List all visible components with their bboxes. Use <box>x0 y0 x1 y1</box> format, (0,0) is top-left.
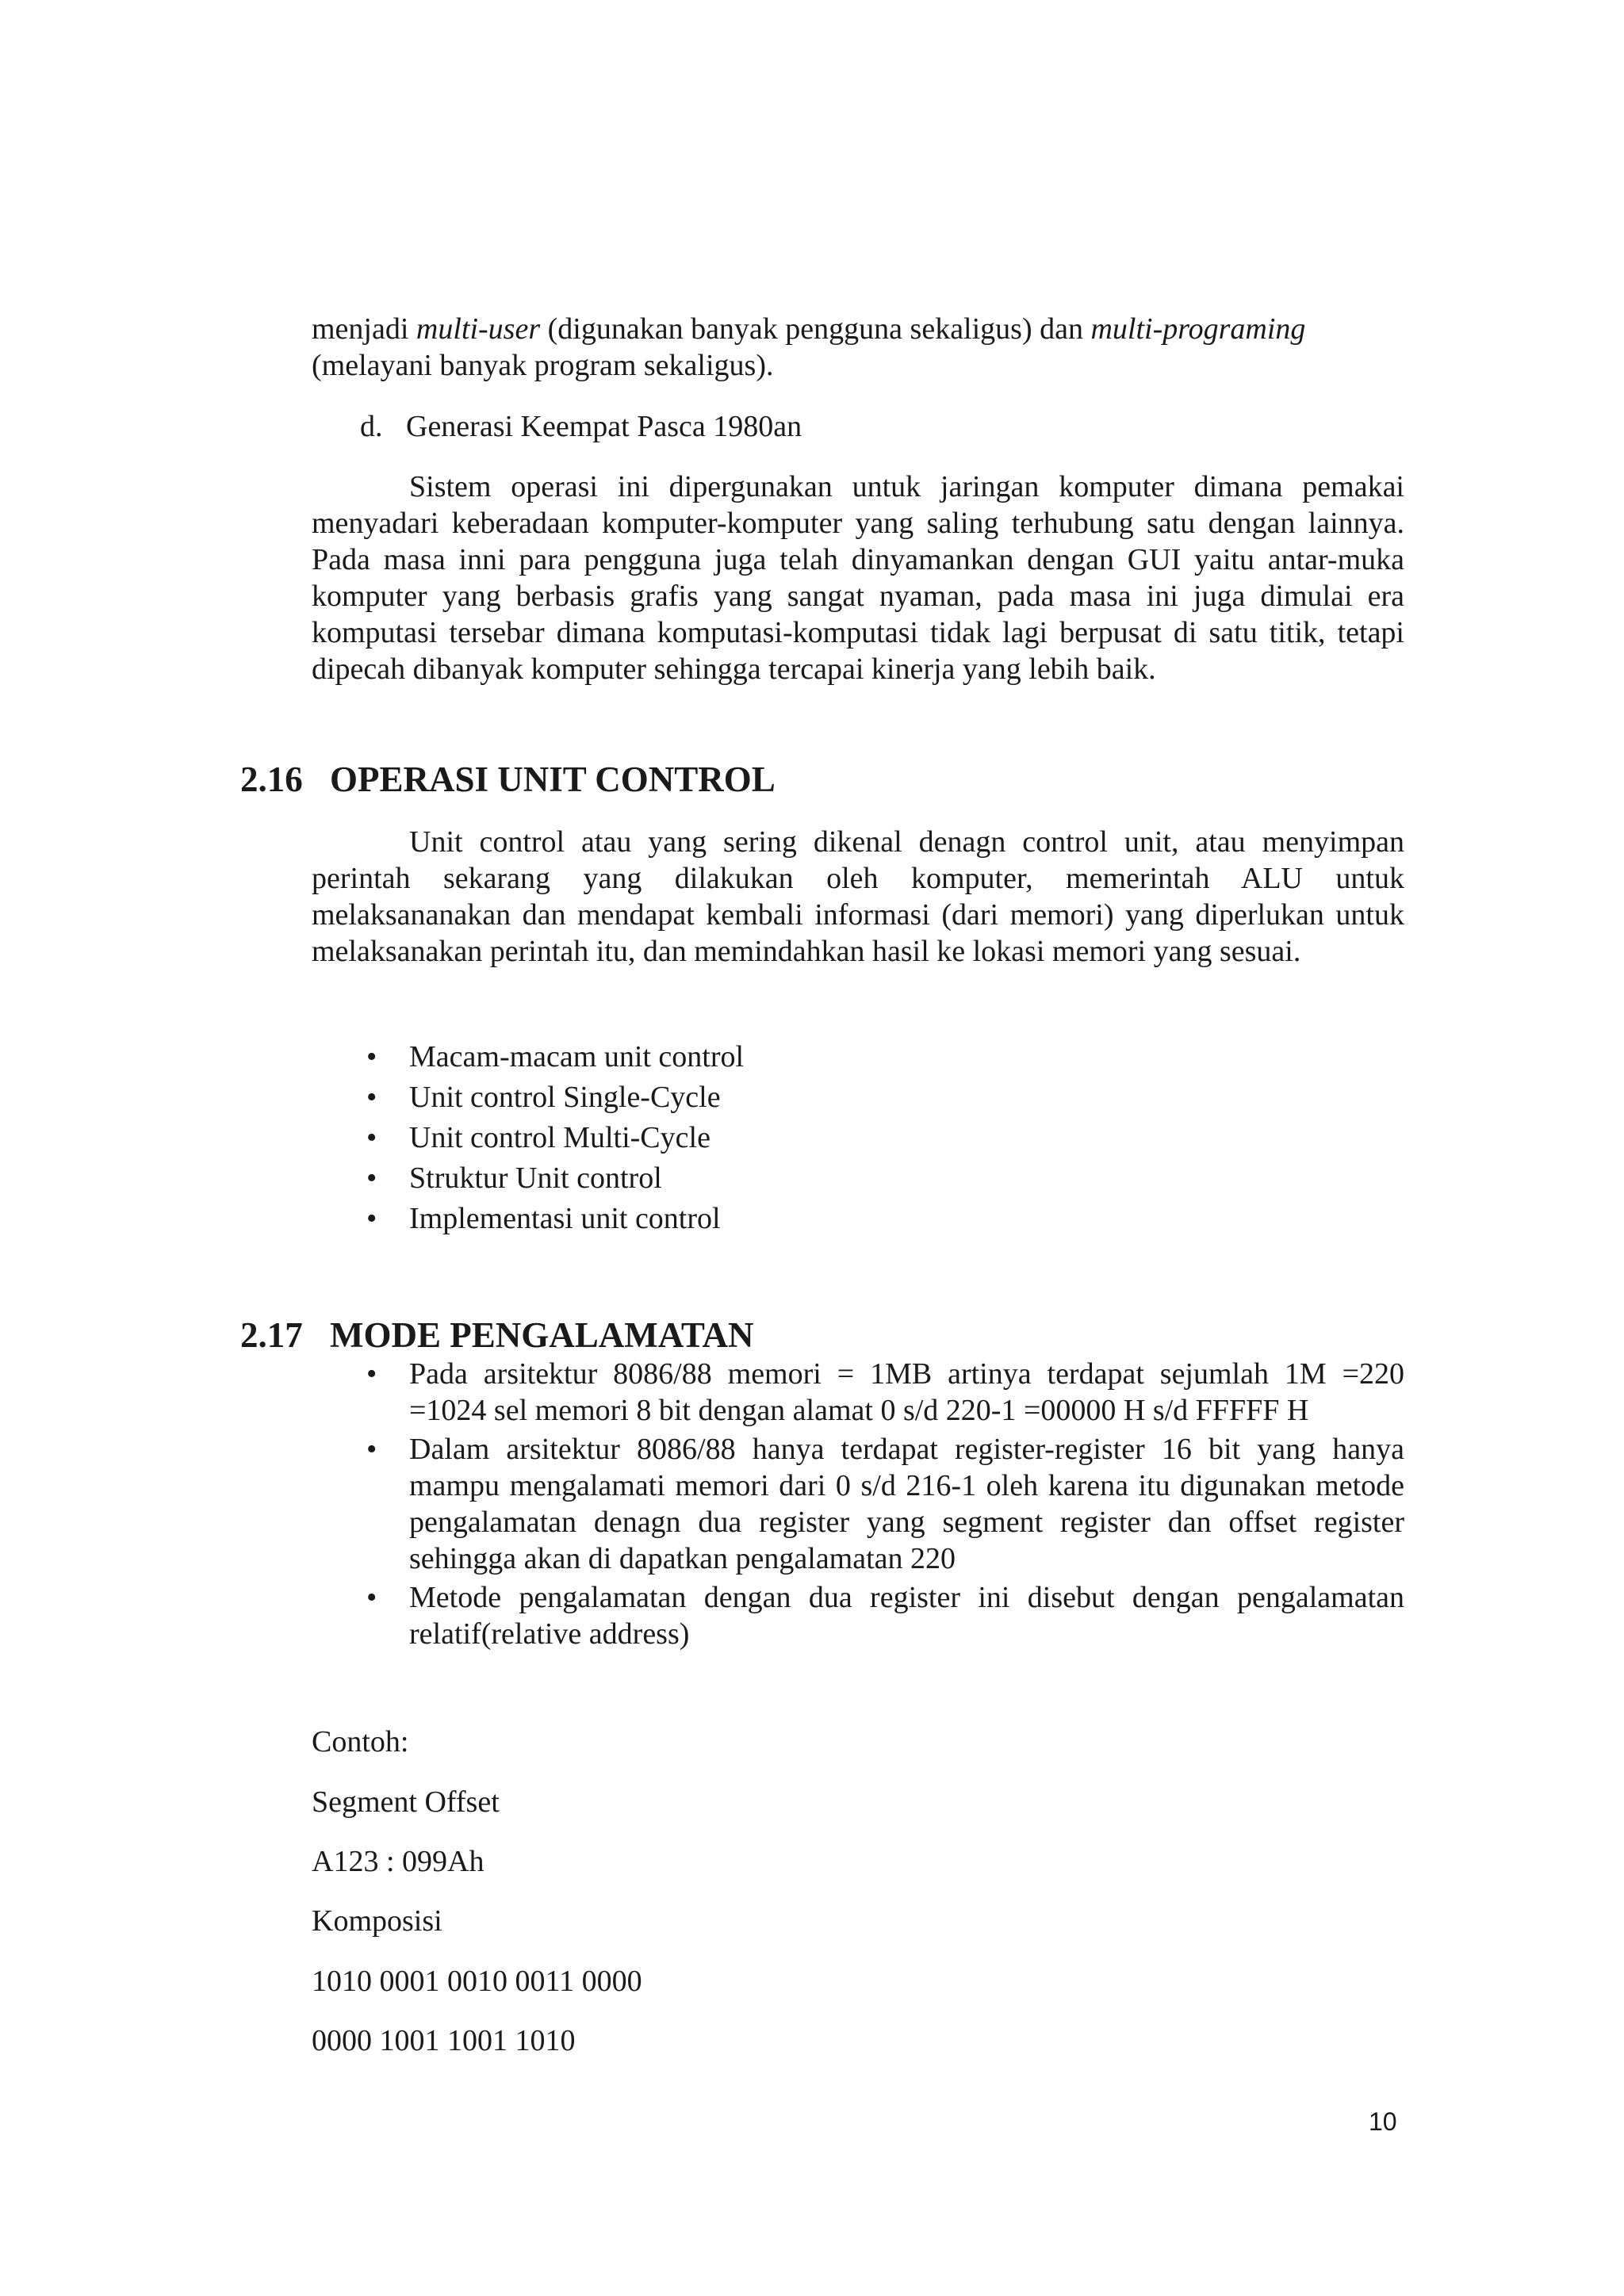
bullet-icon: • <box>366 1357 377 1391</box>
list-item-text: Unit control Multi-Cycle <box>409 1121 710 1154</box>
list-item <box>349 1200 1404 1237</box>
bullet-icon: • <box>366 1202 377 1235</box>
page-number: 10 <box>1369 2107 1397 2136</box>
intro-middle: (digunakan banyak pengguna sekaligus) dan <box>540 312 1091 346</box>
bullet-icon: • <box>366 1040 377 1073</box>
section-2-16-paragraph: Unit control atau yang sering dikenal denagn control unit, atau menyimpan perintah sekarang yang dilakukan oleh komputer, memerintah ALU untuk melaksananakan dan mendapat kembali informasi (dari memori) yang diperlukan untuk melaksanakan perintah itu, dan memindahkan hasil ke lokasi memori yang sesuai. <box>312 825 1404 968</box>
intro-paragraph <box>312 311 1404 384</box>
list-item <box>349 1579 1404 1652</box>
intro-prefix: menjadi <box>312 312 416 346</box>
intro-term-multi-programing: multi-programing <box>1090 312 1306 346</box>
subsection-d-title: Generasi Keempat Pasca 1980an <box>406 410 802 443</box>
list-item-text: Implementasi unit control <box>409 1202 721 1235</box>
section-2-16-heading <box>240 758 776 801</box>
bullet-icon: • <box>366 1161 377 1195</box>
intro-term-multi-user: multi-user <box>416 312 541 346</box>
section-2-16-bullet-list <box>349 1039 1404 1241</box>
list-item-text: Pada arsitektur 8086/88 memori = 1MB artinya terdapat sejumlah 1M =220 =1024 sel memori 8 bit dengan alamat 0 s/d 220-1 =00000 H s/d FFFFF H <box>409 1357 1404 1427</box>
example-address: A123 : 099Ah <box>312 1845 485 1878</box>
bullet-icon: • <box>366 1433 377 1466</box>
bullet-icon: • <box>366 1121 377 1154</box>
list-item-text: Macam-macam unit control <box>409 1040 745 1073</box>
section-2-17-title: MODE PENGALAMATAN <box>330 1315 754 1355</box>
list-item <box>349 1079 1404 1115</box>
section-2-17-heading <box>240 1314 754 1357</box>
section-2-16-number: 2.16 <box>240 760 303 799</box>
list-item <box>349 1356 1404 1429</box>
list-item-text: Struktur Unit control <box>409 1161 662 1195</box>
list-item <box>349 1431 1404 1577</box>
composition-label: Komposisi <box>312 1904 442 1938</box>
list-item <box>349 1160 1404 1196</box>
list-item-text: Dalam arsitektur 8086/88 hanya terdapat register-register 16 bit yang hanya mampu mengalamati memori dari 0 s/d 216-1 oleh karena itu digunakan metode pengalamatan denagn dua register yang segment register dan offset register sehingga akan di dapatkan pengalamatan 220 <box>409 1433 1404 1575</box>
binary-line-2: 0000 1001 1001 1010 <box>312 2024 576 2057</box>
section-2-17-bullet-list <box>349 1356 1404 1655</box>
bullet-icon: • <box>366 1581 377 1614</box>
list-item <box>349 1039 1404 1075</box>
intro-line-2: (melayani banyak program sekaligus). <box>312 349 774 382</box>
subsection-d-paragraph: Sistem operasi ini dipergunakan untuk jaringan komputer dimana pemakai menyadari keberadaan komputer-komputer yang saling terhubung satu dengan lainnya. Pada masa inni para pengguna juga telah dinyamankan dengan GUI yaitu antar-muka komputer yang berbasis grafis yang sangat nyaman, pada masa ini juga dimulai era komputasi tersebar dimana komputasi-komputasi tidak lagi berpusat di satu titik, tetapi dipecah dibanyak komputer sehingga tercapai kinerja yang lebih baik. <box>312 470 1404 686</box>
example-header: Segment Offset <box>312 1785 500 1819</box>
list-item <box>349 1119 1404 1156</box>
binary-line-1: 1010 0001 0010 0011 0000 <box>312 1965 642 1998</box>
subsection-d-marker: d. <box>360 410 383 443</box>
example-label: Contoh: <box>312 1725 409 1758</box>
list-item-text: Metode pengalamatan dengan dua register ini disebut dengan pengalamatan relatif(relative address) <box>409 1581 1404 1651</box>
section-2-17-number: 2.17 <box>240 1315 303 1355</box>
subsection-d-heading <box>360 408 802 445</box>
bullet-icon: • <box>366 1081 377 1114</box>
list-item-text: Unit control Single-Cycle <box>409 1081 721 1114</box>
section-2-16-title: OPERASI UNIT CONTROL <box>330 760 776 799</box>
intro-line-1 <box>312 311 1404 347</box>
